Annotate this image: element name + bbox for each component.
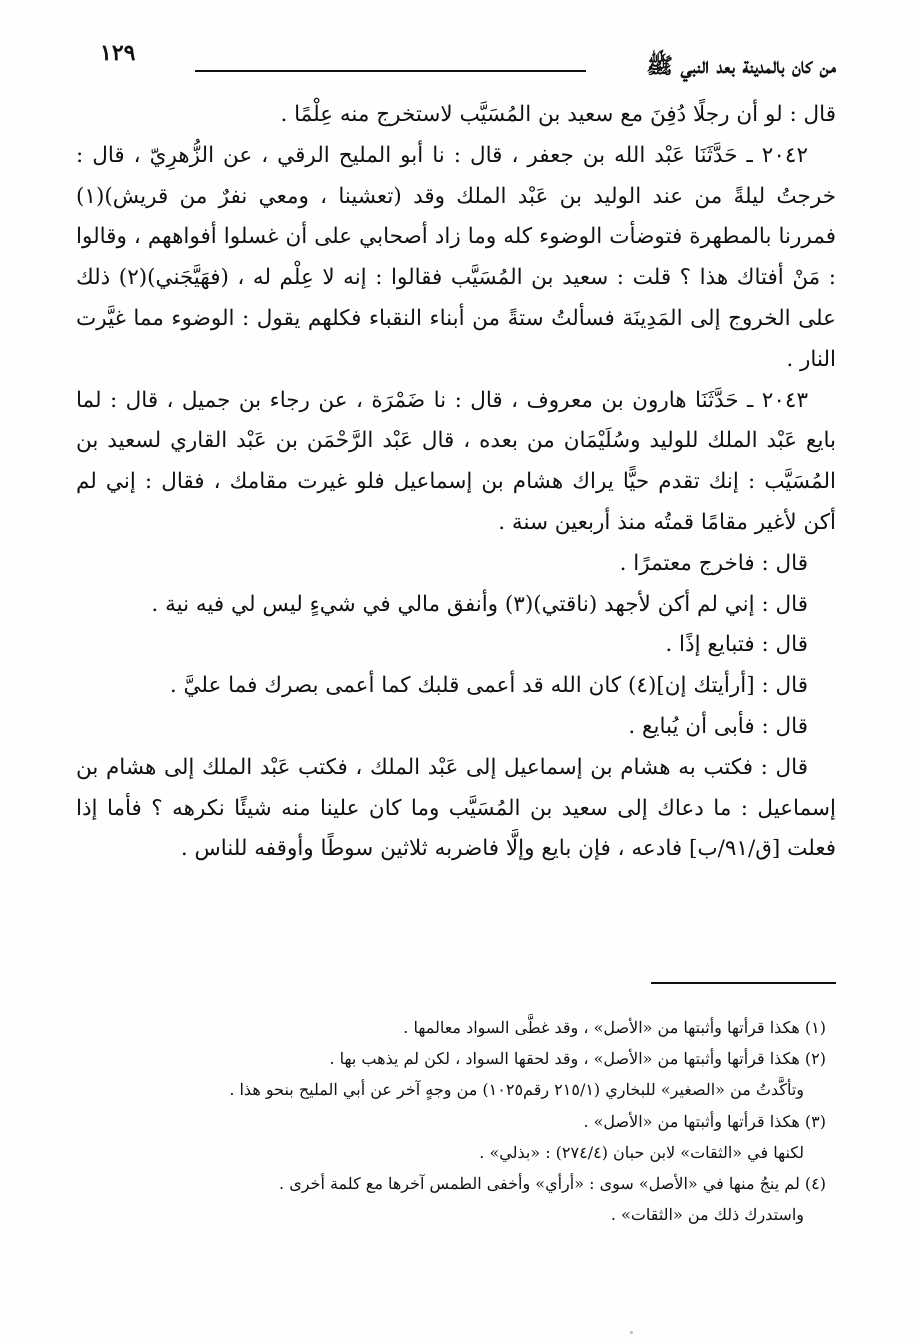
footnote-4: (٤) لم ينجُ منها في «الأصل» سوى : «أرأي» وأخفى الطمس آخرها مع كلمة أخرى . [279, 1174, 826, 1194]
text-paragraph: قال : فكتب به هشام بن إسماعيل إلى عَبْد الملك ، فكتب عَبْد الملك إلى هشام بن إسماعيل : ما دعاك إلى سعيد بن المُسَيَّب وما كان علينا منه شيئًا نكرهه ؟ فأما إذا فعلت [ق/٩١/ب] فادعه ، فإن بايع وإلَّا فاضربه ثلاثين سوطًا وأوقفه للناس . [76, 754, 836, 862]
footnote-2-continued: وتأكَّدتُ من «الصغير» للبخاري (٢١٥/١ رقم١٠٢٥) من وجهٍ آخر عن أبي المليح بنحو هذا . [229, 1080, 804, 1100]
header-rule [195, 70, 586, 72]
footnote-1: (١) هكذا قرأتها وأثبتها من «الأصل» ، وقد غطَّى السواد معالمها . [403, 1018, 826, 1037]
running-title: من كان بالمدينة بعد النبي ﷺ [646, 53, 836, 79]
hadith-2043: ٢٠٤٣ ـ حَدَّثَنَا هارون بن معروف ، قال : نا ضَمْرَة ، عن رجاء بن جميل ، قال : لما بايع عَبْد الملك للوليد وسُلَيْمَان من بعده ، قال عَبْد الرَّحْمَن بن عَبْد القاري لسعيد بن المُسَيَّب : إنك تقدم حيًّا يراك هشام بن إسماعيل فلو غيرت مقامك ، فقال : إني لم أكن لأغير مقامًا قمتُه منذ أربعين سنة . [76, 387, 836, 535]
dialogue-line: قال : فاخرج معتمرًا . [619, 550, 808, 576]
page-number: ١٢٩ [100, 40, 136, 66]
body-text [76, 95, 836, 870]
footnote-3-continued: لكنها في «الثقات» لابن حبان (٢٧٤/٤) : «بذلي» . [479, 1142, 804, 1162]
footnote-3: (٣) هكذا قرأتها وأثبتها من «الأصل» . [583, 1111, 826, 1131]
footnote-4-continued: واستدرك ذلك من «الثقات» . [610, 1205, 804, 1225]
dialogue-line: قال : فأبى أن يُبايع . [628, 713, 808, 739]
footnotes [86, 1012, 826, 1230]
footnote-2: (٢) هكذا قرأتها وأثبتها من «الأصل» ، وقد لحقها السواد ، لكن لم يذهب بها . [329, 1049, 826, 1069]
page-header [100, 30, 836, 90]
dialogue-line: قال : [أرأيتك إن](٤) كان الله قد أعمى قلبك كما أعمى بصرك فما عليَّ . [169, 673, 808, 699]
footnote-separator [651, 982, 836, 984]
hadith-2042: ٢٠٤٢ ـ حَدَّثَنَا عَبْد الله بن جعفر ، قال : نا أبو المليح الرقي ، عن الزُّهرِيّ ، قال : خرجتُ ليلةً من عند الوليد بن عَبْد الملك وقد (تعشينا ، ومعي نفرٌ من قريش)(١) فمررنا بالمطهرة فتوضأت الوضوء كله وما زاد أصحابي على أن غسلوا أفواههم ، وقالوا : مَنْ أفتاك هذا ؟ قلت : سعيد بن المُسَيَّب فقالوا : إنه لا عِلْم له ، (فهَيَّجَني)(٢) ذلك على الخروج إلى المَدِينَة فسألتُ ستةً من أبناء النقباء فكلهم يقول : الوضوء مما غيَّرت النار . [76, 142, 836, 372]
text-paragraph: قال : لو أن رجلًا دُفِنَ مع سعيد بن المُسَيَّب لاستخرج منه عِلْمًا . [280, 102, 836, 127]
dialogue-line: قال : فتبايع إذًا . [665, 632, 808, 658]
dialogue-line: قال : إني لم أكن لأجهد (ناقتي)(٣) وأنفق مالي في شيءٍ ليس لي فيه نية . [151, 591, 808, 617]
scan-speck [630, 1331, 633, 1334]
